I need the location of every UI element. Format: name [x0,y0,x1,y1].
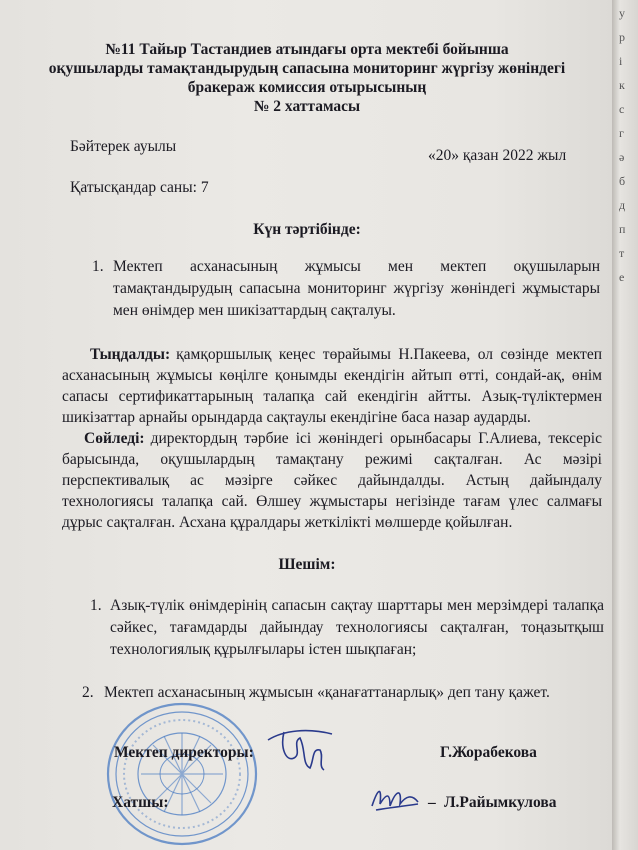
official-stamp [104,700,260,848]
agenda-line-2: тамақтандырудың сапасына мониторинг жүргізу жөніндегі жұмыстары [113,280,600,297]
listened-label: Тыңдалды: [90,346,171,363]
adjacent-page-edge [612,0,638,850]
edge-letter: т [619,246,625,260]
spoke-line-3: перспективалық ас мәзірге сәйкес дайындалды. Астың дайындалу [62,472,602,489]
spoke-first-line [84,429,602,449]
decision-1-line-1: Азық-түлік өнімдерінің сапасын сақтау шарттары мен мерзімдері талапқа [110,597,604,614]
edge-letter: і [619,54,623,68]
director-name: Г.Жорабекова [440,744,537,761]
spoke-label: Сөйледі: [84,430,145,447]
spoke-line-2: барысында, оқушылардың тамақтану режимі сақталған. Ас мәзірі [62,451,602,468]
edge-letter: к [619,78,625,92]
spoke-line-4: технологиясы талапқа сай. Өлшеу жұмыстары негізінде тағам үлес салмағы [62,493,602,510]
secretary-signature [368,780,424,816]
title-line-1: №11 Тайыр Тастандиев атындағы орта мектебі бойынша [105,41,509,58]
secretary-title: Хатшы: [112,794,169,811]
listened-first-line [90,345,602,365]
edge-letter: д [619,198,626,212]
agenda-title: Күн тәртібінде: [253,221,361,238]
edge-letter: у [619,6,625,20]
date: «20» қазан 2022 жыл [428,147,567,164]
edge-letter: г [619,126,624,140]
decision-2-number: 2. [82,684,94,701]
edge-letter: с [619,102,625,116]
agenda-line-1: Мектеп асханасының жұмысы мен мектеп оқушыларын [113,258,600,275]
edge-letter: п [619,222,626,236]
listened-first-text: қамқоршылық кеңес төрайымы Н.Пакеева, ол сөзінде мектеп [176,346,602,363]
agenda-number: 1. [92,258,104,275]
spoke-line-5: дұрыс сақталған. Асхана құралдары жеткілікті мөлшерде қойылған. [62,514,513,531]
edge-letter: е [619,270,625,284]
title-line-2: оқушыларды тамақтандырудың сапасына мониторинг жүргізу жөніндегі [48,60,566,77]
decision-title: Шешім: [278,556,336,573]
listened-line-3: сапасы сертификаттарының талапқа сай екендігін айтты. Азық-түліктермен [62,388,602,405]
title-line-3: бракераж комиссия отырысының [187,79,427,96]
decision-1-number: 1. [90,597,102,614]
edge-letter: б [619,174,626,188]
edge-letter: р [619,30,625,44]
spoke-first-text: директордың тәрбие ісі жөніндегі орынбасары Г.Алиева, тексеріс [150,430,602,447]
edge-letter: ә [619,150,625,164]
decision-1-line-2: сәйкес, тағамдарды дайындау технологиясы сақталған, тоңазытқыш [110,619,604,636]
listened-line-2: асханасының жұмысы көңілге қонымды екендігін айтып өтті, сондай-ақ, өнім [62,367,602,384]
title-line-4: № 2 хаттамасы [253,98,361,115]
decision-1-line-3: технологиялық құрылғылары істен шықпаған; [110,641,417,658]
director-title: Мектеп директоры: [114,744,254,761]
secretary-dash: – [428,794,436,811]
agenda-line-3: мен өнімдер мен шикізаттардың сақталуы. [113,302,396,319]
director-signature [262,724,338,776]
listened-line-4: шикізаттар арнайы орындарда сақтаулы екендігіне баса назар аударды. [62,409,531,426]
attendees-count: Қатысқандар саны: 7 [70,179,209,196]
decision-2-text: Мектеп асханасының жұмысын «қанағаттанарлық» деп тану қажет. [104,684,550,701]
secretary-name: Л.Райымкулова [444,794,557,811]
place: Бәйтерек ауылы [70,138,177,155]
